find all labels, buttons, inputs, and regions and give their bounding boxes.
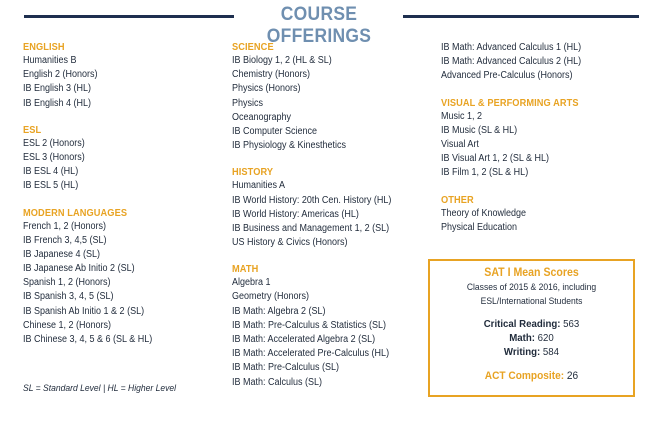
sat-box-title: SAT I Mean Scores [484,267,579,279]
course-item: IB Biology 1, 2 (HL & SL) [232,55,332,66]
course-item: IB Business and Management 1, 2 (SL) [232,222,390,234]
score-critical-reading [438,317,625,331]
section-gap [232,153,432,166]
course-item: IB Computer Science [232,125,318,137]
course-item: IB Film 1, 2 (SL & HL) [441,167,529,179]
score-label: Math: [509,332,535,344]
course-item: Chemistry (Honors) [232,69,311,81]
score-writing [438,345,625,359]
section-heading: MODERN LANGUAGES [23,206,128,219]
course-item: IB ESL 4 (HL) [23,166,79,178]
course-list [441,110,641,181]
course-list [232,276,432,390]
course-section [441,97,641,181]
course-section [23,124,223,194]
course-section [232,41,432,153]
course-item: IB English 4 (HL) [23,97,92,109]
score-value: 620 [537,332,554,344]
course-item: IB Math: Advanced Calculus 2 (HL) [441,56,582,68]
sat-subtitle-line-2: ESL/International Students [480,296,583,307]
section-heading: VISUAL & PERFORMING ARTS [441,96,579,109]
section-heading: ESL [23,123,42,136]
course-item: Advanced Pre-Calculus (Honors) [441,70,573,82]
course-item: Physics (Honors) [232,83,301,95]
section-heading: ENGLISH [23,41,65,53]
course-item: IB Math: Pre-Calculus (SL) [232,362,340,374]
course-section [23,207,223,348]
section-gap [441,84,641,97]
section-heading: HISTORY [232,166,274,179]
course-item: Theory of Knowledge [441,207,527,219]
course-item: Humanities A [232,180,286,192]
course-list [232,54,432,153]
score-value: 563 [563,318,580,330]
course-item: Visual Art [441,138,479,150]
course-item: IB Math: Accelerated Algebra 2 (SL) [232,334,376,345]
course-list [23,137,223,194]
score-label: Critical Reading: [483,318,561,330]
course-item: Algebra 1 [232,277,271,289]
course-item: US History & Civics (Honors) [232,237,348,249]
section-gap [23,111,223,124]
course-item: IB Math: Pre-Calculus & Statistics (SL) [232,319,387,331]
course-item: IB English 3 (HL) [23,83,92,95]
course-list [441,207,641,235]
level-footnote: SL = Standard Level | HL = Higher Level [23,383,177,394]
course-item: IB French 3, 4,5 (SL) [23,234,107,246]
course-item: IB Spanish Ab Initio 1 & 2 (SL) [23,305,145,317]
course-column-3 [441,41,641,235]
course-section [441,194,641,235]
section-heading: MATH [232,263,259,276]
course-item: IB Japanese 4 (SL) [23,248,101,260]
score-label: Writing: [503,346,541,358]
course-item: IB Math: Calculus (SL) [232,376,323,388]
course-item: IB World History: Americas (HL) [232,208,359,220]
course-item: Music 1, 2 [441,110,483,122]
course-item: ESL 3 (Honors) [23,151,85,163]
course-item: Oceanography [232,111,292,123]
score-value: 584 [542,346,560,358]
section-gap [232,250,432,263]
score-math [438,331,625,345]
score-list [430,317,633,359]
course-section [441,41,641,84]
course-item: IB Chinese 3, 4, 5 & 6 (SL & HL) [23,334,153,345]
course-list [441,41,641,84]
course-item: IB Music (SL & HL) [441,124,518,136]
section-gap [441,181,641,194]
course-list [23,220,223,348]
course-item: IB Spanish 3, 4, 5 (SL) [23,291,114,303]
course-item: IB Japanese Ab Initio 2 (SL) [23,263,135,275]
sat-scores-box [428,259,635,397]
course-item: Physical Education [441,221,518,233]
act-label: ACT Composite: [484,370,565,382]
course-item: IB Math: Accelerated Pre-Calculus (HL) [232,348,390,360]
course-item: Physics [232,97,264,109]
course-item: IB ESL 5 (HL) [23,180,79,192]
section-heading: SCIENCE [232,41,274,53]
course-item: Spanish 1, 2 (Honors) [23,277,111,289]
course-item: IB Math: Advanced Calculus 1 (HL) [441,42,582,53]
section-heading: OTHER [441,193,474,206]
course-item: Chinese 1, 2 (Honors) [23,319,112,331]
section-gap [23,194,223,207]
act-value: 26 [566,370,579,382]
course-item: Humanities B [23,55,77,66]
course-column-1 [23,41,223,347]
act-composite [438,370,625,382]
course-item: French 1, 2 (Honors) [23,220,107,232]
course-list [23,54,223,111]
sat-subtitle-line-1: Classes of 2015 & 2016, including [466,282,597,293]
course-section [232,263,432,390]
page-title: COURSE OFFERINGS [266,4,372,47]
course-item: IB Physiology & Kinesthetics [232,140,347,152]
course-item: IB Math: Algebra 2 (SL) [232,305,326,317]
title-rule-right [403,15,639,18]
course-section [232,166,432,250]
sat-box-subtitle [440,281,623,309]
title-rule-left [24,15,234,18]
course-list [232,179,432,250]
course-item: English 2 (Honors) [23,69,98,81]
course-item: Geometry (Honors) [232,291,310,303]
course-item: IB Visual Art 1, 2 (SL & HL) [441,153,550,165]
course-column-2 [232,41,432,390]
course-section [23,41,223,111]
course-item: IB World History: 20th Cen. History (HL) [232,194,392,206]
course-item: ESL 2 (Honors) [23,137,85,149]
